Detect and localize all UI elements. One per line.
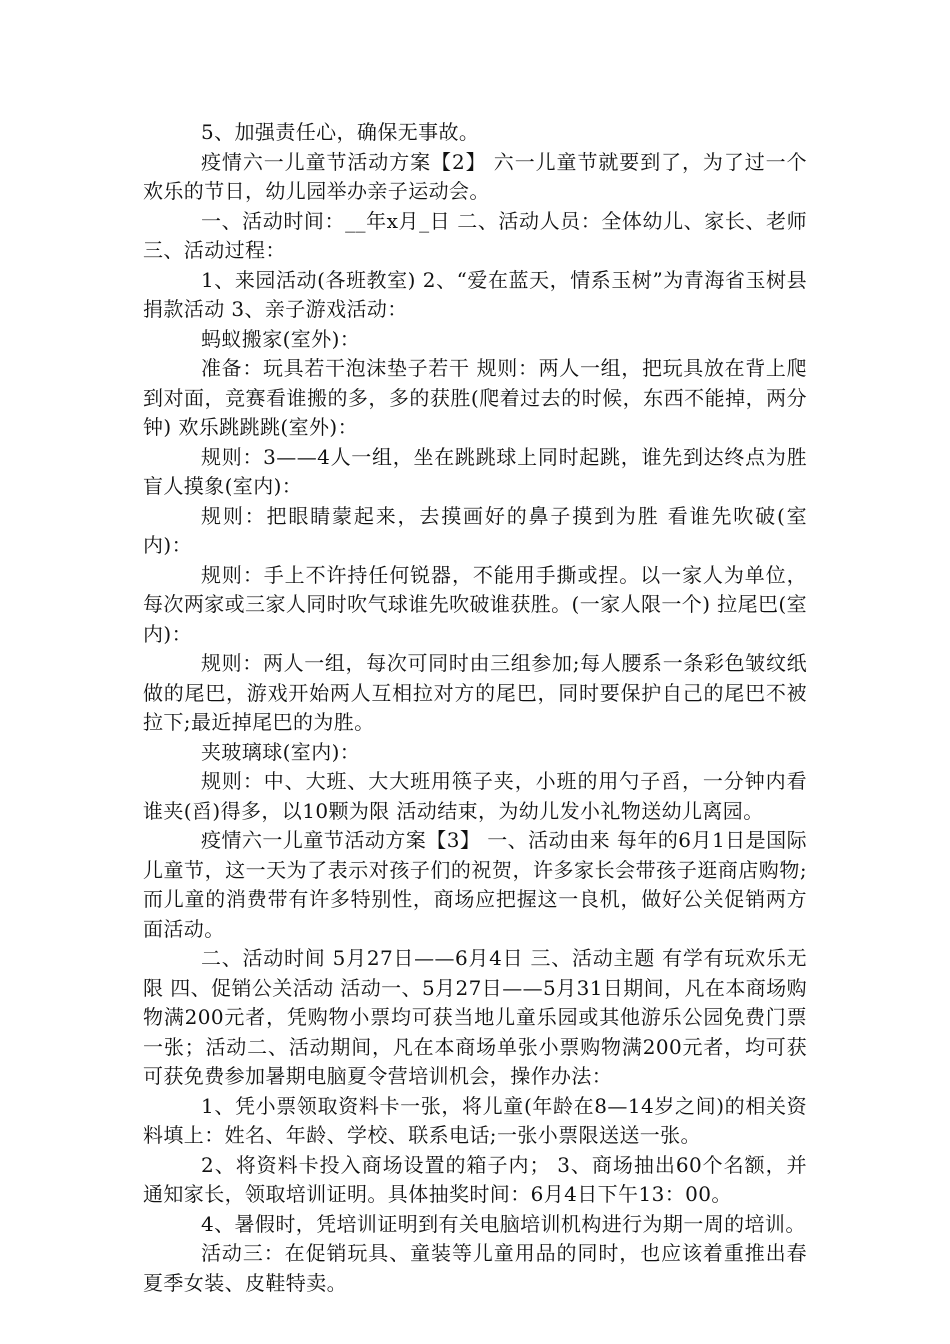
- paragraph: 规则：3——4人一组，坐在跳跳球上同时起跳，谁先到达终点为胜 盲人摸象(室内)：: [143, 444, 807, 498]
- paragraph: 规则：手上不许持任何锐器，不能用手撕或捏。以一家人为单位，每次两家或三家人同时吹气球谁先吹破谁获胜。(一家人限一个) 拉尾巴(室内)：: [143, 562, 807, 646]
- paragraph: 二、活动时间 5月27日——6月4日 三、活动主题 有学有玩欢乐无限 四、促销公关活动 活动一、5月27日——5月31日期间，凡在本商场购物满200元者，凭购物小票均可获当地儿童乐园或其他游乐公园免费门票一张；活动二、活动期间，凡在本商场单张小票购物满200元者，均可获可获免费参加暑期电脑夏令营培训机会，操作办法：: [143, 946, 807, 1088]
- paragraph: 1、凭小票领取资料卡一张，将儿童(年龄在8—14岁之间)的相关资料填上：姓名、年龄、学校、联系电话;一张小票限送送一张。: [143, 1093, 807, 1147]
- paragraph: 规则：中、大班、大大班用筷子夹，小班的用勺子舀，一分钟内看谁夹(舀)得多，以10颗为限 活动结束，为幼儿发小礼物送幼儿离园。: [143, 769, 807, 823]
- document-body: [143, 118, 807, 1298]
- paragraph: 规则：把眼睛蒙起来，去摸画好的鼻子摸到为胜 看谁先吹破(室内)：: [143, 503, 807, 557]
- paragraph: 疫情六一儿童节活动方案【2】 六一儿童节就要到了，为了过一个欢乐的节日，幼儿园举办亲子运动会。: [143, 149, 807, 203]
- paragraph: 活动三：在促销玩具、童装等儿童用品的同时，也应该着重推出春夏季女装、皮鞋特卖。: [143, 1241, 807, 1295]
- paragraph: 5、加强责任心，确保无事故。: [201, 120, 480, 144]
- paragraph: 规则：两人一组，每次可同时由三组参加;每人腰系一条彩色皱纹纸做的尾巴，游戏开始两人互相拉对方的尾巴，同时要保护自己的尾巴不被拉下;最近掉尾巴的为胜。: [143, 651, 807, 734]
- paragraph: 4、暑假时，凭培训证明到有关电脑培训机构进行为期一周的培训。: [201, 1211, 806, 1236]
- paragraph: 准备：玩具若干泡沫垫子若干 规则：两人一组，把玩具放在背上爬到对面，竞赛看谁搬的多，多的获胜(爬着过去的时候，东西不能掉，两分钟) 欢乐跳跳跳(室外)：: [143, 356, 807, 439]
- paragraph: 一、活动时间：__年x月_日 二、活动人员：全体幼儿、家长、老师 三、活动过程：: [143, 208, 807, 262]
- paragraph: 蚂蚁搬家(室外)：: [201, 326, 361, 351]
- paragraph: 疫情六一儿童节活动方案【3】 一、活动由来 每年的6月1日是国际儿童节，这一天为了表示对孩子们的祝贺，许多家长会带孩子逛商店购物;而儿童的消费带有许多特别性，商场应把握这一良机，做好公关促销两方面活动。: [143, 828, 807, 941]
- paragraph: 2、将资料卡投入商场设置的箱子内； 3、商场抽出60个名额，并通知家长，领取培训证明。具体抽奖时间：6月4日下午13：00。: [143, 1152, 807, 1206]
- paragraph: 夹玻璃球(室内)：: [201, 739, 361, 764]
- paragraph: 1、来园活动(各班教室) 2、“爱在蓝天，情系玉树”为青海省玉树县捐款活动 3、亲子游戏活动：: [143, 267, 807, 321]
